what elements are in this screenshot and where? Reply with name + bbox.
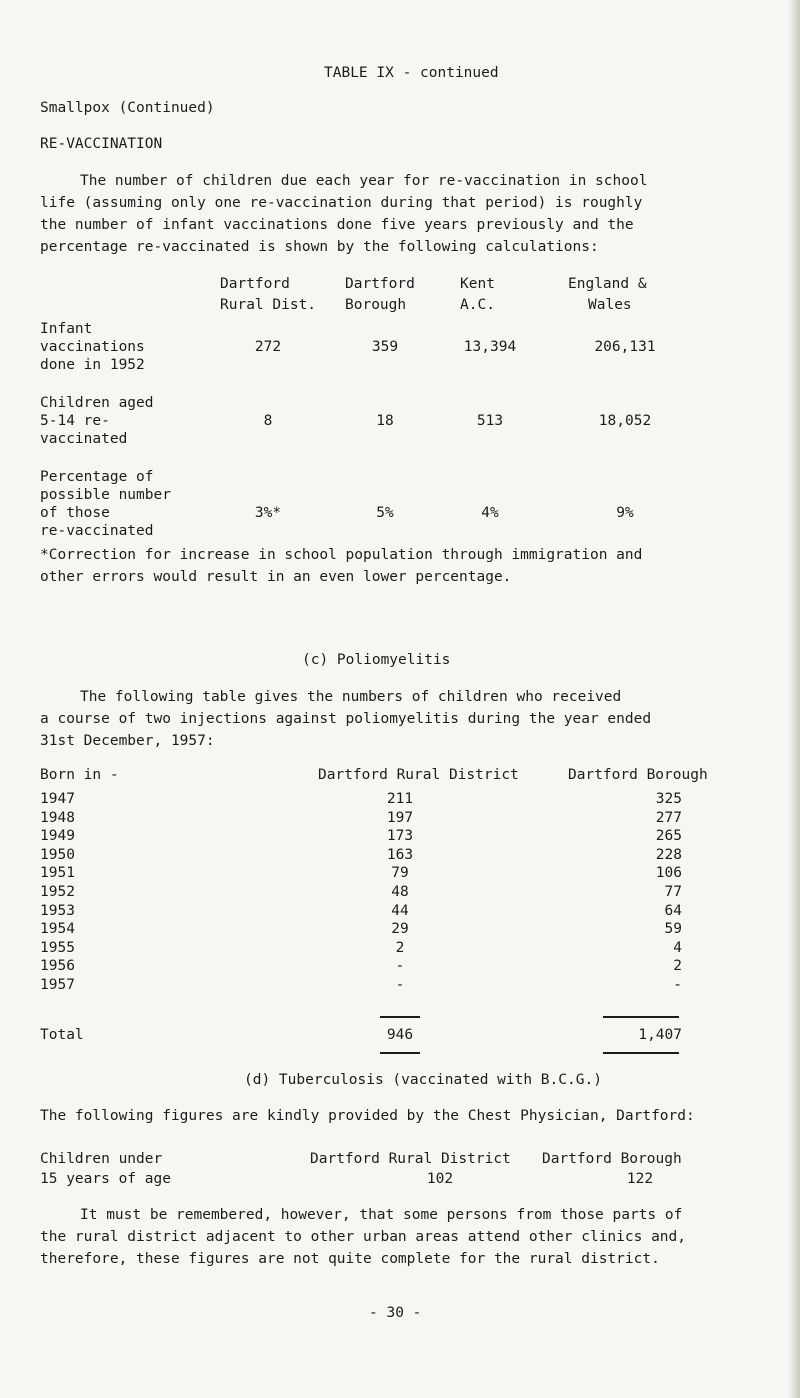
column-header: Borough [345,297,407,313]
table-cell: 29 [391,921,409,938]
table-cell: 325 [655,791,682,807]
total-rule [603,1016,679,1018]
note-line: It must be remembered, however, that some persons from those parts of [80,1207,683,1223]
column-header: England & [568,276,647,292]
year-cell: 1952 [40,884,75,900]
table-cell: 79 [391,865,409,882]
table-cell: 4 [673,939,682,956]
table-cell: 59 [664,921,682,938]
year-cell: 1951 [40,865,75,882]
row-label: 5-14 re- [40,413,110,429]
row-label: Infant [40,321,93,337]
total-rule [380,1016,420,1018]
year-cell: 1949 [40,828,75,845]
table-cell: 13,394 [463,339,517,355]
page-title: TABLE IX - continued [324,65,499,81]
column-header: Dartford Rural District [318,767,519,783]
table-cell: 228 [655,846,682,863]
table-cell: 102 [426,1171,454,1187]
row-label: vaccinations [40,339,145,355]
row-label: vaccinated [40,431,128,447]
total-rule [380,1052,420,1054]
total-cell: 946 [386,1027,414,1043]
table-cell: 77 [664,884,682,900]
row-label: done in 1952 [40,357,145,373]
column-header: Dartford [345,276,415,292]
intro-line: 31st December, 1957: [40,733,215,749]
table-cell: 9% [616,505,634,521]
table-cell: 2 [673,958,682,975]
year-cell: 1955 [40,939,75,956]
table-cell: 2 [395,939,405,956]
year-cell: 1953 [40,902,75,919]
total-label: Total [40,1027,84,1043]
intro-line: the number of infant vaccinations done five years previously and the [40,217,634,233]
column-header: Dartford Borough [568,767,708,783]
table-cell: 44 [391,902,409,919]
column-header: Rural Dist. [220,297,317,313]
section-title-poliomyelitis: (c) Poliomyelitis [302,652,451,668]
table-cell: 211 [386,791,414,807]
intro-line: life (assuming only one re-vaccination during that period) is roughly [40,195,643,211]
page-number: - 30 - [369,1305,422,1321]
table-cell: - [395,958,405,975]
intro-line: The number of children due each year for re-vaccination in school [80,173,648,189]
column-header: Dartford Rural District [310,1151,511,1167]
table-cell: 197 [386,809,414,826]
table-cell: 4% [481,505,499,521]
table-cell: 122 [626,1171,654,1187]
section-title-tuberculosis: (d) Tuberculosis (vaccinated with B.C.G.) [244,1072,602,1088]
table-cell: 64 [664,902,682,919]
footnote-line: *Correction for increase in school population through immigration and [40,547,643,563]
table-cell: - [673,977,682,993]
total-rule [603,1052,679,1054]
table-cell: 173 [386,828,414,845]
column-header: A.C. [460,297,495,313]
table-cell: - [395,977,405,993]
column-header: Dartford [220,276,290,292]
row-label: of those [40,505,110,521]
table-cell: 265 [655,828,682,845]
table-cell: 163 [386,846,414,863]
column-header: Wales [588,297,632,313]
subheading-revaccination: RE-VACCINATION [40,136,163,152]
table-cell: 5% [376,505,394,521]
total-cell: 1,407 [638,1027,682,1043]
table-cell: 18 [376,413,394,429]
intro-line: a course of two injections against poliomyelitis during the year ended [40,711,652,727]
row-label: Percentage of [40,469,154,485]
row-label: re-vaccinated [40,523,154,539]
row-label: Children aged [40,395,154,411]
table-cell: 3%* [254,505,282,521]
intro-line: percentage re-vaccinated is shown by the following calculations: [40,239,599,255]
row-label: Children under [40,1151,163,1167]
row-label: possible number [40,487,171,503]
tb-intro: The following figures are kindly provided by the Chest Physician, Dartford: [40,1108,695,1124]
table-cell: 359 [371,339,399,355]
column-header: Dartford Borough [542,1151,682,1167]
section-title-smallpox: Smallpox (Continued) [40,100,215,116]
table-cell: 513 [476,413,504,429]
column-header: Kent [460,276,495,292]
table-cell: 18,052 [598,413,652,429]
table-cell: 106 [655,865,682,882]
row-label: 15 years of age [40,1171,171,1187]
table-cell: 206,131 [594,339,656,355]
year-cell: 1954 [40,921,75,938]
year-cell: 1947 [40,791,75,807]
scan-edge-shadow [788,0,800,1398]
year-cell: 1950 [40,846,75,863]
footnote-line: other errors would result in an even lower percentage. [40,569,512,585]
table-cell: 272 [254,339,282,355]
table-cell: 277 [655,809,682,826]
column-header: Born in - [40,767,119,783]
table-cell: 48 [391,884,409,900]
note-line: the rural district adjacent to other urban areas attend other clinics and, [40,1229,687,1245]
table-cell: 8 [263,413,273,429]
intro-line: The following table gives the numbers of children who received [80,689,622,705]
year-cell: 1948 [40,809,75,826]
note-line: therefore, these figures are not quite complete for the rural district. [40,1251,660,1267]
year-cell: 1957 [40,977,75,993]
year-cell: 1956 [40,958,75,975]
